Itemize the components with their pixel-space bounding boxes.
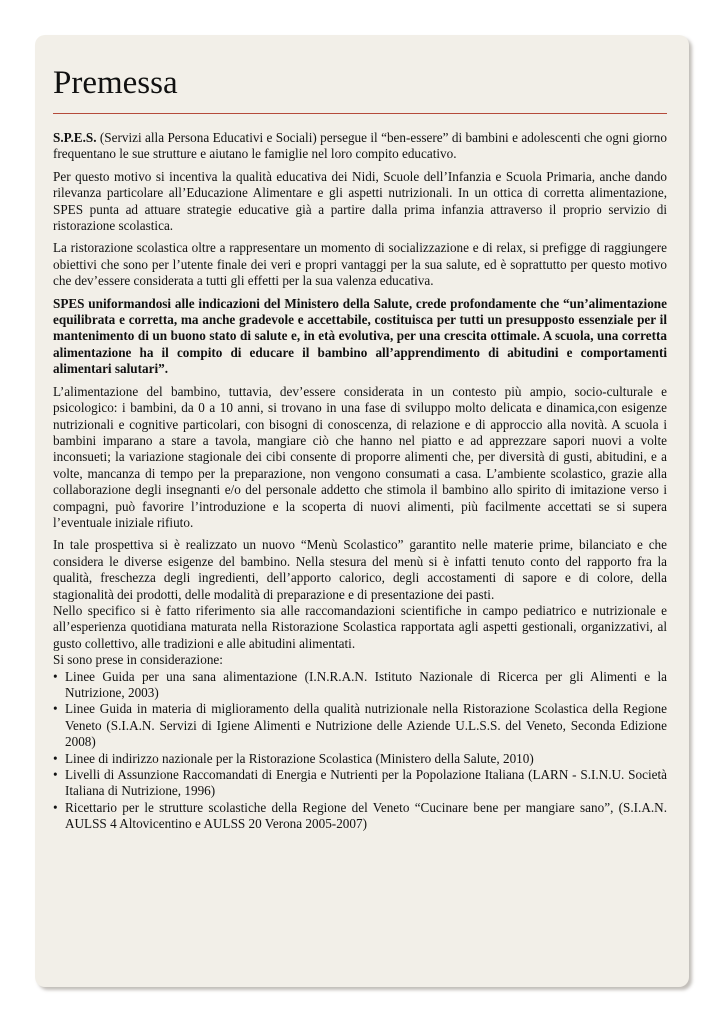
paragraph-ministero-quote: SPES uniformandosi alle indicazioni del Ministero della Salute, crede profondamente che “un’alimentazione equilibrata e corretta, ma anche gradevole e accettabile, costituisca per tutti un presupposto essenziale per il mantenimento di un buono stato di salute e, in età evolutiva, per una crescita ottimale. A scuola, una corretta alimentazione ha il compito di educare il bambino all’apprendimento di abitudini e comportamenti alimentari salutari”. — [53, 295, 667, 377]
paragraph-riferimenti: Nello specifico si è fatto riferimento sia alle raccomandazioni scientifiche in campo pediatrico e nutrizionale e all’esperienza quotidiana maturata nella Ristorazione Scolastica rapportata agli aspetti gestionali, organizzativi, al gusto collettivo, alle tradizioni e alle abitudini alimentati. — [53, 602, 667, 651]
list-item: • Linee Guida in materia di miglioramento della qualità nutrizionale nella Ristorazione Scolastica della Regione Veneto (S.I.A.N. Servizi di Igiene Alimenti e Nutrizione delle Aziende U.L.S.S. del Veneto, Seconda Edizione 2008) — [53, 701, 667, 750]
bullet-icon: • — [53, 701, 58, 717]
references-list — [53, 669, 667, 833]
intro-lead-rest: (Servizi alla Persona Educativi e Sociali) persegue il “ben-essere” di bambini e adolescenti che ogni giorno frequentano le sue strutture e aiutano le famiglie nel loro compito educativo. — [53, 130, 667, 162]
paragraph-alimentazione-bambino: L’alimentazione del bambino, tuttavia, dev’essere considerata in un contesto più ampio, socio-culturale e psicologico: i bambini, da 0 a 10 anni, si trovano in una fase di sviluppo molto delicata e dinamica,con esigenze nutrizionali e cognitive particolari, con bisogni di conoscenza, di relazione e di approccio alla novità. A scuola i bambini imparano a stare a tavola, mangiare ciò che hanno nel piatto e ad apprezzare sapori nuovi a volte inconsueti; la variazione stagionale dei cibi consente di proporre alimenti che, per diversità di gusti, abitudini, e a volte, mancanza di tempo per la preparazione, non vengono consumati a casa. L’ambiente scolastico, grazie alla collaborazione degli insegnanti e/o del personale addetto che stimola il bambino allo spirito di imitazione verso i compagni, può favorire l’introduzione e la scoperta di nuovi alimenti, più facilmente accettati se si supera l’eventuale iniziale rifiuto. — [53, 383, 667, 530]
document-content — [53, 65, 667, 833]
paragraph-menu-scolastico: In tale prospettiva si è realizzato un nuovo “Menù Scolastico” garantito nelle materie prime, bilanciato e che considera le diverse esigenze del bambino. Nella stesura del menù si è infatti tenuto conto del rapporto fra la qualità, freschezza degli ingredienti, dell’apporto calorico, degli accostamenti di sapore e di colore, della stagionalità dei prodotti, delle modalità di preparazione e di presentazione dei pasti. — [53, 537, 667, 602]
list-item: • Livelli di Assunzione Raccomandati di Energia e Nutrienti per la Popolazione Italiana (LARN - S.I.N.U. Società Italiana di Nutrizione, 1996) — [53, 767, 667, 799]
title-divider — [53, 113, 667, 114]
page-title: Premessa — [53, 65, 178, 101]
document-card — [35, 35, 689, 987]
paragraph-ristorazione: La ristorazione scolastica oltre a rappresentare un momento di socializzazione e di relax, si prefigge di raggiungere obiettivi che sono per l’utente finale dei veri e propri vantaggi per la sua salute, ed è soprattutto per questo motivo che dev’essere considerata a tutti gli effetti per la sua valenza educativa. — [53, 240, 667, 289]
bullet-icon: • — [53, 750, 58, 766]
bullet-icon: • — [53, 668, 58, 684]
bullet-icon: • — [53, 767, 58, 783]
paragraph-motivation: Per questo motivo si incentiva la qualità educativa dei Nidi, Scuole dell’Infanzia e Scuola Primaria, anche dando rilevanza particolare all’Educazione Alimentare e gli aspetti nutrizionali. In un ottica di corretta alimentazione, SPES punta ad attuare strategie educative già a partire dalla prima infanzia attraverso il proprio servizio di ristorazione scolastica. — [53, 168, 667, 234]
list-item: • Linee di indirizzo nazionale per la Ristorazione Scolastica (Ministero della Salute, 2010) — [53, 750, 534, 766]
list-item: • Ricettario per le strutture scolastiche della Regione del Veneto “Cucinare bene per mangiare sano”, (S.I.A.N. AULSS 4 Altovicentino e AULSS 20 Verona 2005-2007) — [53, 799, 667, 832]
list-item: • Linee Guida per una sana alimentazione (I.N.R.A.N. Istituto Nazionale di Ricerca per gli Alimenti e la Nutrizione, 2003) — [53, 668, 667, 700]
intro-paragraph — [53, 130, 667, 163]
intro-lead-bold: S.P.E.S. — [53, 130, 97, 145]
bullet-icon: • — [53, 799, 58, 815]
paragraph-considerazione: Si sono prese in considerazione: — [53, 652, 223, 668]
